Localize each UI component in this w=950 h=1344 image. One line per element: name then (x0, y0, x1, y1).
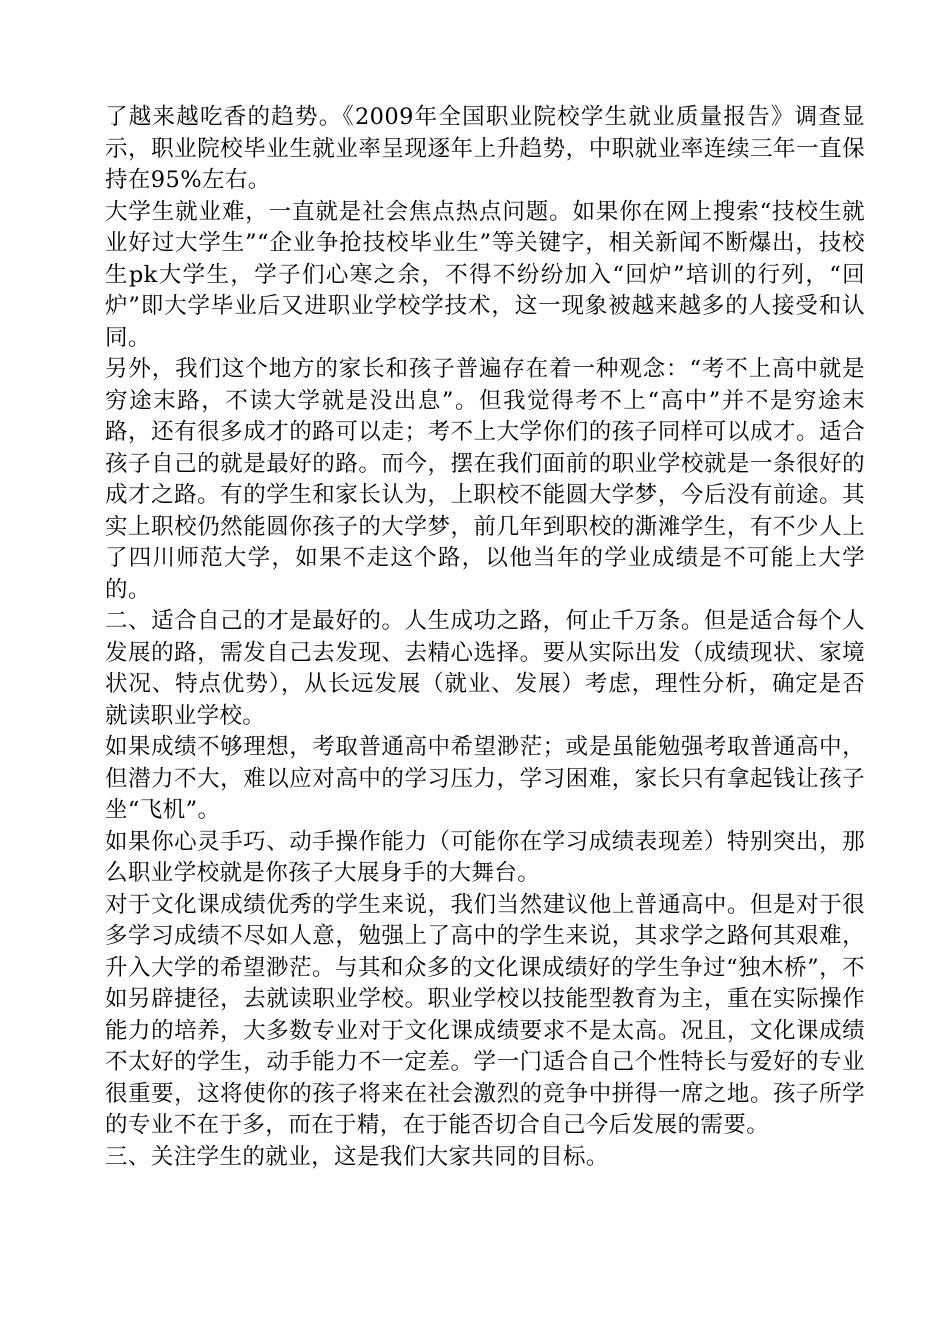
paragraph-parents-views: 另外，我们这个地方的家长和孩子普遍存在着一种观念：“考不上高中就是穷途末路，不读大学就是没出息”。但我觉得考不上“高中”并不是穷途末路，还有很多成才的路可以走；考不上大学你们的孩子同样可以成才。适合孩子自己的就是最好的路。而今，摆在我们面前的职业学校就是一条很好的成才之路。有的学生和家长认为，上职校不能圆大学梦，今后没有前途。其实上职校仍然能圆你孩子的大学梦，前几年到职校的澌滩学生，有不少人上了四川师范大学，如果不走这个路，以他当年的学业成绩是不可能上大学的。 (105, 356, 865, 603)
paragraph-section-three: 三、关注学生的就业，这是我们大家共同的目标。 (105, 1143, 609, 1170)
document-page (105, 102, 865, 1173)
paragraph-section-two: 二、适合自己的才是最好的。人生成功之路，何止千万条。但是适合每个人发展的路，需发自己去发现、去精心选择。要从实际出发（成绩现状、家境状况、特点优势），从长远发展（就业、发展）考虑，理性分析，确定是否就读职业学校。 (105, 608, 865, 729)
paragraph-hands-on-ability: 如果你心灵手巧、动手操作能力（可能你在学习成绩表现差）特别突出，那么职业学校就是你孩子大展身手的大舞台。 (105, 828, 865, 886)
paragraph-employment-report: 了越来越吃香的趋势。《2009年全国职业院校学生就业质量报告》调查显示，职业院校毕业生就业率呈现逐年上升趋势，中职就业率连续三年一直保持在95%左右。 (105, 104, 865, 193)
paragraph-cultural-courses: 对于文化课成绩优秀的学生来说，我们当然建议他上普通高中。但是对于很多学习成绩不尽如人意，勉强上了高中的学生来说，其求学之路何其艰难，升入大学的希望渺茫。与其和众多的文化课成绩好的学生争过“独木桥”，不如另辟捷径，去就读职业学校。职业学校以技能型教育为主，重在实际操作能力的培养，大多数专业对于文化课成绩要求不是太高。况且，文化课成绩不太好的学生，动手能力不一定差。学一门适合自己个性特长与爱好的专业很重要，这将使你的孩子将来在社会激烈的竞争中拼得一席之地。孩子所学的专业不在于多，而在于精，在于能否切合自己今后发展的需要。 (105, 891, 865, 1138)
paragraph-graduate-employment: 大学生就业难，一直就是社会焦点热点问题。如果你在网上搜索“技校生就业好过大学生”“企业争抢技校毕业生”等关键字，相关新闻不断爆出，技校生pk大学生，学子们心寒之余，不得不纷纷加入“回炉”培训的行列，“回炉”即大学毕业后又进职业学校学技术，这一现象被越来越多的人接受和认同。 (105, 198, 865, 351)
paragraph-grades-not-ideal: 如果成绩不够理想，考取普通高中希望渺茫；或是虽能勉强考取普通高中，但潜力不大，难以应对高中的学习压力，学习困难，家长只有拿起钱让孩子坐“飞机”。 (105, 734, 865, 823)
